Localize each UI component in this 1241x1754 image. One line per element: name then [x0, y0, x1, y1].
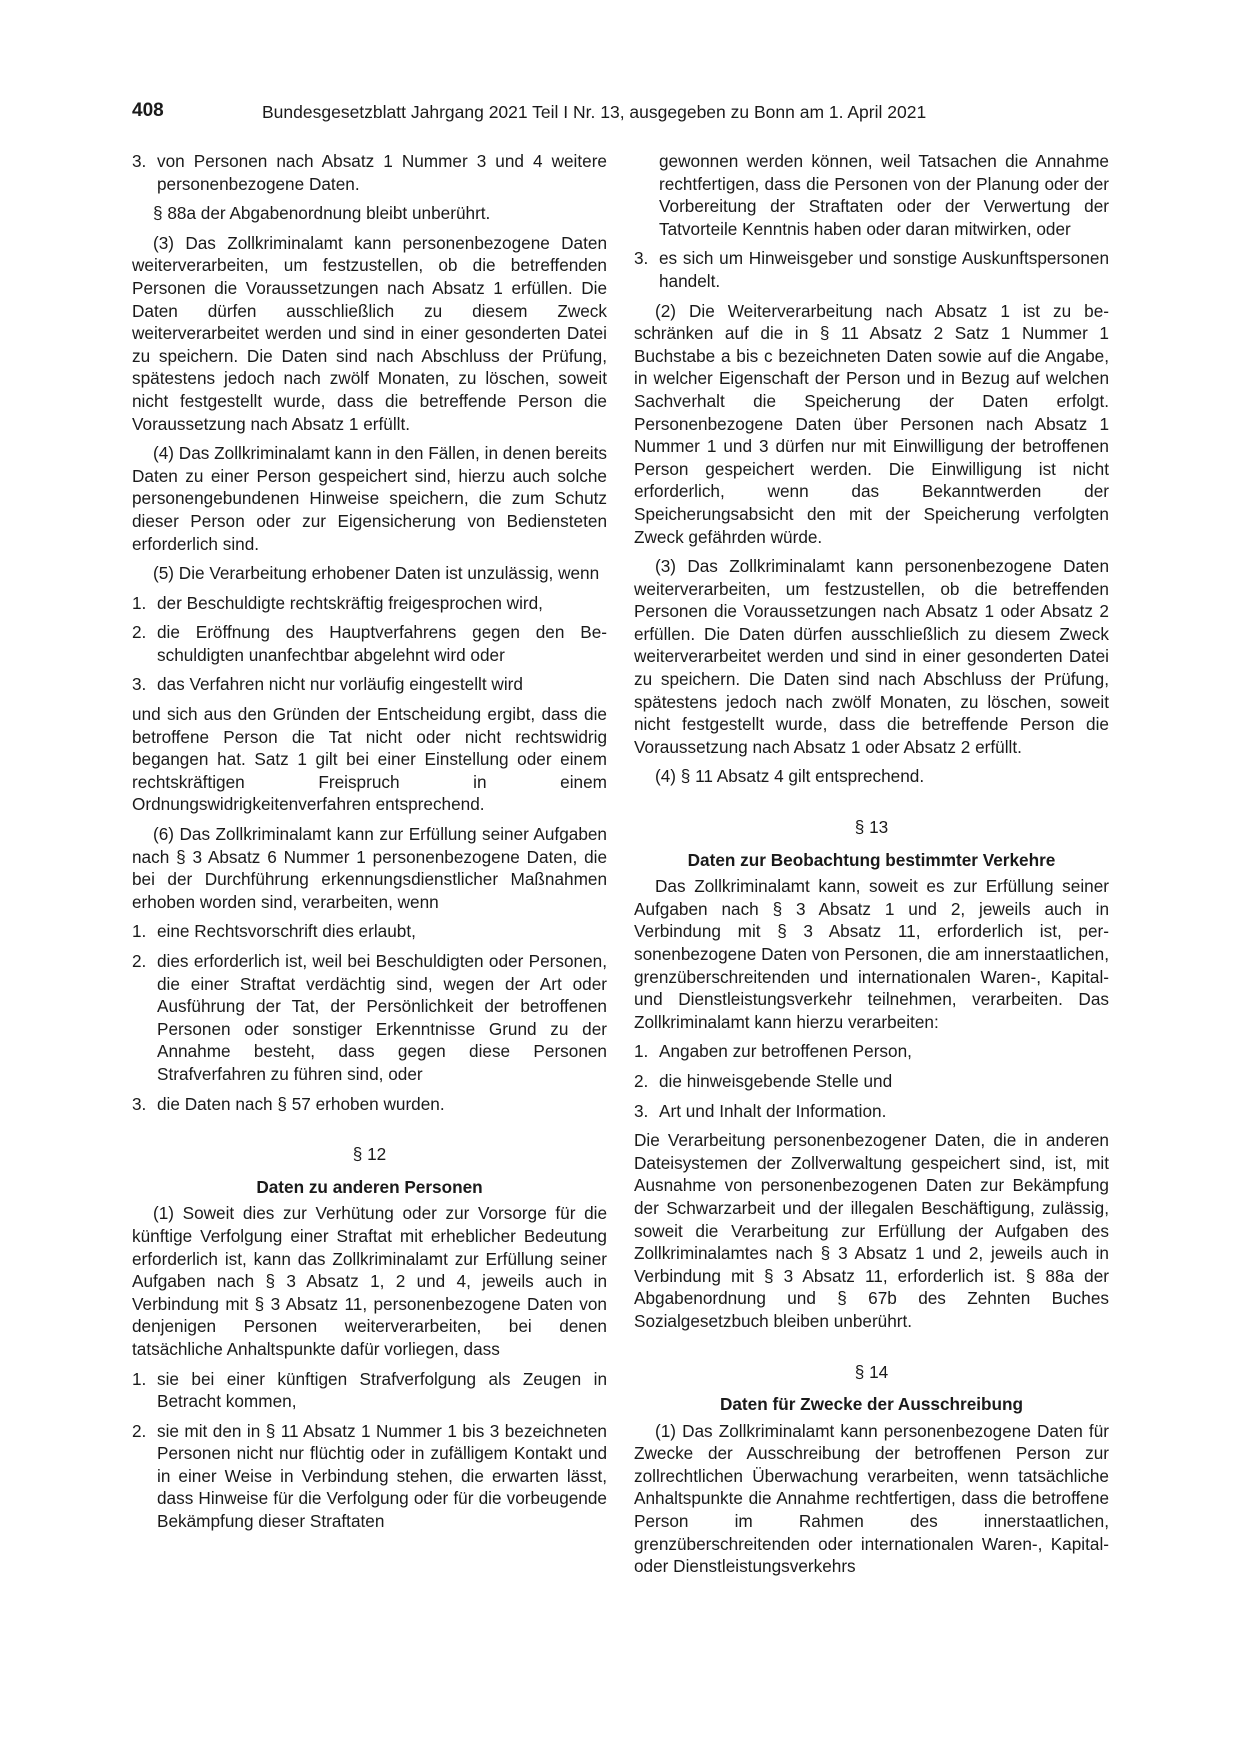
list-number: 2.: [132, 1420, 147, 1441]
list-item: [132, 1368, 607, 1413]
list-number: 3.: [634, 248, 649, 269]
list-number: 2.: [132, 951, 147, 971]
list-item: [132, 950, 607, 1086]
list-item-continuation: [634, 150, 1109, 240]
list-number: 3.: [132, 151, 147, 171]
list-text: dies erforderlich ist, weil bei Beschuldigten oder Personen, die einer Straftat verdächtig sind, wegen der Art oder Ausführung der Tat, der Persönlichkeit der betroffenen Personen oder sonstiger Erkenntnisse Grund zu der Annahme besteht, dass gegen diese Personen Strafverfahren zu führen sind, oder: [157, 951, 607, 1084]
list-item: [634, 1040, 1109, 1063]
list-text: gewonnen werden können, weil Tatsachen die Annahme rechtfertigen, dass die Personen von der Planung oder der Vorbereitung der Straftaten oder der Verwertung der Tatvorteile Kenntnis haben oder daran mitwirken, oder: [659, 151, 1109, 239]
paragraph-abs5: (5) Die Verarbeitung erhobener Daten ist unzulässig, wenn: [153, 563, 600, 584]
list-text: die hinweisgebende Stelle und: [659, 1070, 893, 1091]
list-number: 2.: [132, 622, 147, 643]
paragraph-s14-abs1: (1) Das Zollkriminalamt kann personenbezogene Daten für Zwecke der Ausschreibung der betroffenen Person zur zollrechtlichen Überwachung verarbeiten, wenn tatsächliche Anhaltspunkte die Annahme rechtfertigen, dass die betroffene Person im Rahmen des innerstaatlichen, grenzüberschreitenden oder internationalen Waren-, Kapital- oder Dienstleistungsverkehrs: [634, 1420, 1109, 1577]
section-title: Daten zur Beobachtung bestimmter Verkehre: [687, 849, 1056, 870]
list-number: 1.: [634, 1041, 649, 1062]
list-text: der Beschuldigte rechtskräftig freigesprochen wird,: [157, 592, 543, 613]
list-number: 1.: [132, 1368, 147, 1389]
paragraph-s12-abs1: (1) Soweit dies zur Verhütung oder zur Vorsorge für die künftige Verfolgung einer Straftat mit erheblicher Bedeutung erforderlich ist, kann das Zollkriminalamt zur Erfüllung seiner Aufgaben nach § 3 Absatz 1, 2 und 4, jeweils auch in Verbindung mit § 3 Absatz 11, personenbezogene Daten von denjenigen Personen weiterverarbeiten, bei denen tatsächliche Anhaltspunkte dafür vorliegen, dass: [132, 1203, 607, 1359]
left-column: [132, 150, 607, 1540]
paragraph-continuation: und sich aus den Gründen der Entscheidung ergibt, dass die betroffene Person die Tat nicht oder nicht rechtswidrig begangen hat. Satz 1 gilt bei einer Einstellung oder einem rechtskräftigen Freispruch in einem Ordnungswidrigkeitenverfahren entsprechend.: [132, 704, 607, 815]
paragraph-abs4: (4) Das Zollkriminalamt kann in den Fällen, in denen bereits Daten zu einer Person gespeichert sind, hierzu auch solche personengebundenen Hinweise speichern, die zum Schutz dieser Person oder zur Eigensicherung von Bediensteten erforderlich sind.: [132, 443, 607, 554]
section-title: Daten zu anderen Personen: [256, 1176, 483, 1197]
paragraph: § 88a der Abgabenordnung bleibt unberührt.: [153, 203, 491, 224]
paragraph-abs3: (3) Das Zollkriminalamt kann personenbezogene Daten weiterverarbeiten, um festzustellen, ob die betreffenden Personen die Voraussetzungen nach Absatz 1 erfüllen. Die Daten dürfen ausschließlich zu diesem Zweck weiterverarbeitet werden und sind in einer gesonderten Datei zu speichern. Die Daten sind nach Abschluss der Prüfung, spätestens jedoch nach zwölf Monaten, zu löschen, soweit nicht festgestellt wurde, dass die betreffende Person die Voraussetzung nach Absatz 1 erfüllt.: [132, 232, 607, 434]
list-item: [132, 150, 607, 195]
list-item: [132, 621, 607, 666]
page-header: [132, 100, 1109, 126]
list-item: [132, 673, 607, 696]
list-text: von Personen nach Absatz 1 Nummer 3 und 4 weitere personenbezogene Daten.: [157, 151, 607, 194]
section-title: Daten für Zwecke der Ausschreibung: [719, 1394, 1024, 1415]
list-item: [634, 1070, 1109, 1093]
section-number: § 14: [854, 1361, 889, 1382]
list-number: 3.: [634, 1100, 649, 1121]
list-text: eine Rechtsvorschrift dies erlaubt,: [157, 921, 416, 942]
list-text: es sich um Hinweisgeber und sonstige Auskunftspersonen handelt.: [659, 248, 1109, 291]
paragraph-abs4: (4) § 11 Absatz 4 gilt entsprechend.: [655, 766, 925, 787]
list-item: [132, 920, 607, 943]
section-number: § 13: [854, 817, 889, 838]
right-column: [634, 150, 1109, 1585]
list-text: Angaben zur betroffenen Person,: [659, 1041, 912, 1062]
paragraph-continuation: Die Verarbeitung personenbezogener Daten, die in anderen Dateisystemen der Zollverwaltung gespeichert sind, ist, mit Ausnahme von personenbezogenen Daten zur Bekämpfung der Schwarzarbeit und der illegalen Beschäftigung, zulässig, soweit die Verarbeitung zur Erfüllung der Aufgaben des Zollkriminalamtes nach § 3 Absatz 1 und 2, jeweils auch in Verbindung mit § 3 Absatz 11, erforderlich ist. § 88a der Abgabenordnung und § 67b des Zehnten Buches Sozialgesetzbuch bleiben unberührt.: [634, 1130, 1109, 1331]
list-number: 3.: [132, 1093, 147, 1114]
list-number: 3.: [132, 674, 147, 695]
list-number: 2.: [634, 1070, 649, 1091]
paragraph-abs6: (6) Das Zollkriminalamt kann zur Erfüllung seiner Aufgaben nach § 3 Absatz 6 Nummer 1 personenbezogene Daten, die bei der Durchführung erkennungsdienstlicher Maßnahmen erhoben worden sind, verarbeiten, wenn: [132, 824, 607, 912]
running-head: Bundesgesetzblatt Jahrgang 2021 Teil I Nr. 13, ausgegeben zu Bonn am 1. April 2021: [262, 102, 927, 122]
list-text: sie bei einer künftigen Strafverfolgung als Zeugen in Betracht kommen,: [157, 1368, 607, 1412]
paragraph-abs3: (3) Das Zollkriminalamt kann personenbezogene Daten weiterverarbeiten, um festzustellen, ob die betreffenden Personen die Voraussetzungen nach Absatz 1 oder Absatz 2 erfüllen. Die Daten dürfen ausschließlich zu diesem Zweck weiterverarbeitet werden und sind in einer gesonderten Datei zu speichern. Die Daten sind nach Abschluss der Prüfung, spätestens jedoch nach zwölf Monaten, zu löschen, soweit nicht festgestellt wurde, dass die betreffende Person die Voraussetzung nach Absatz 1 oder Absatz 2 erfüllt.: [634, 556, 1109, 757]
list-item: [132, 1093, 607, 1116]
list-item: [132, 1420, 607, 1533]
paragraph-abs2: (2) Die Weiterverarbeitung nach Absatz 1 ist zu beschränken auf die in § 11 Absatz 2 Satz 1 Nummer 1 Buchstabe a bis c bezeichneten Daten sowie auf die Angabe, in welcher Eigenschaft der Person und in Bezug auf welchen Sachverhalt die Speicherung der Daten erfolgt. Personenbezogene Daten über Personen nach Absatz 1 Nummer 1 und 3 dürfen nur mit Einwilligung der betroffenen Person gespeichert werden. Die Einwilligung ist nicht erforderlich, wenn das Bekanntwerden der Speicherungsabsicht den mit der Speicherung verfolgten Zweck gefährden würde.: [634, 300, 1109, 547]
list-text: die Daten nach § 57 erhoben wurden.: [157, 1093, 445, 1114]
list-text: sie mit den in § 11 Absatz 1 Nummer 1 bis 3 bezeichneten Personen nicht nur flüchtig oder in zufälligem Kontakt und in einer Weise in Verbindung stehen, die erwarten lässt, dass Hinweise für die Verfolgung oder für die vorbeugende Bekämpfung dieser Straftaten: [157, 1420, 607, 1532]
list-item: [634, 1100, 1109, 1123]
list-text: die Eröffnung des Hauptverfahrens gegen den Beschuldigten unanfechtbar abgelehnt wird oder: [157, 622, 607, 665]
paragraph-s13-intro: Das Zollkriminalamt kann, soweit es zur Erfüllung seiner Aufgaben nach § 3 Absatz 1 und 2, jeweils auch in Verbindung mit § 3 Absatz 11, erforderlich ist, personenbezogene Daten von Personen, die am innerstaatlichen, grenzüberschreitenden und internationalen Waren-, Kapital- und Dienstleistungsverkehr teilnehmen, verarbeiten. Das Zollkriminalamt kann hierzu verarbeiten:: [634, 876, 1109, 1032]
list-number: 1.: [132, 921, 147, 942]
list-text: das Verfahren nicht nur vorläufig eingestellt wird: [157, 674, 523, 695]
section-number: § 12: [352, 1144, 387, 1165]
page-number: 408: [132, 100, 164, 121]
list-item: [132, 592, 607, 615]
list-text: Art und Inhalt der Information.: [659, 1100, 887, 1121]
list-number: 1.: [132, 592, 147, 613]
list-item: [634, 247, 1109, 292]
